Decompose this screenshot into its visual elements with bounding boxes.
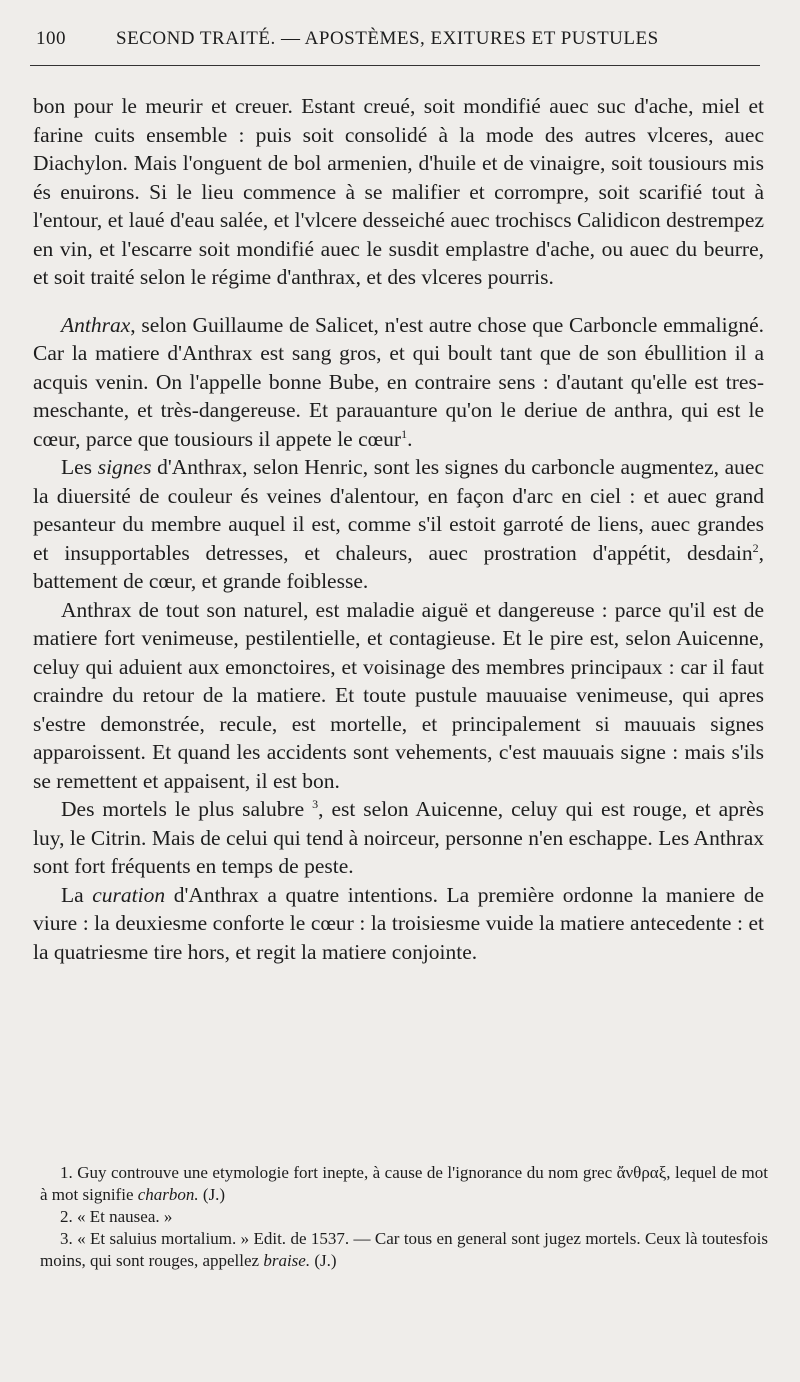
page-number: 100 bbox=[36, 28, 66, 49]
footnotes bbox=[40, 1162, 768, 1272]
header-rule bbox=[30, 65, 760, 66]
term-anthrax: Anthrax bbox=[61, 312, 131, 337]
paragraph-6: La curation d'Anthrax a quatre intentions. La première ordonne la maniere de viure : la deuxiesme conforte le cœur : la troisiesme vuide la matiere antecedente : et la quatriesme tire hors, et regit la matiere conjointe. bbox=[33, 882, 764, 964]
paragraph-2: Anthrax, selon Guillaume de Salicet, n'est autre chose que Carboncle emmaligné. Car la matiere d'Anthrax est sang gros, et qui boult tant que de son ébullition il a acquis venin. On l'appelle bonne Bube, en contraire sens : d'autant qu'elle est tres-meschante, et très-dangereuse. Et parauanture qu'on le deriue de anthra, qui est le cœur, parce que tousiours il appete le cœur$^1$. bbox=[33, 312, 764, 451]
footnote-3: 3. « Et saluius mortalium. » Edit. de 1537. — Car tous en general sont jugez mortels. Ceux là toutesfois moins, qui sont rouges, appellez braise. (J.) bbox=[40, 1229, 768, 1270]
footnote-ref-2: 2 bbox=[752, 540, 759, 555]
footnote-ref-3: 3 bbox=[312, 796, 319, 811]
paragraph-3: Les signes d'Anthrax, selon Henric, sont les signes du carboncle augmentez, auec la diuersité de couleur és veines d'alentour, en façon d'arc en ciel : et auec grand pesanteur du membre auquel il est, comme s'il estoit garroté de liens, auec grandes et insupportables detresses, et chaleurs, auec prostration d'appétit, desdain$^2$, battement de cœur, et grande foiblesse. bbox=[33, 455, 765, 593]
page-header bbox=[36, 28, 760, 60]
footnote-1: 1. Guy controuve une etymologie fort inepte, à cause de l'ignorance du nom grec ἄνθραξ, lequel de mot à mot signifie charbon. (J.) bbox=[40, 1163, 768, 1204]
paragraph-4: Anthrax de tout son naturel, est maladie aiguë et dangereuse : parce qu'il est de matiere fort venimeuse, pestilentielle, et contagieuse. Et le pire est, selon Auicenne, celuy qui aduient aux emonctoires, et voisinage des membres principaux : car il faut craindre du retour de la matiere. Et toute pustule mauuaise venimeuse, qui apres s'estre demonstrée, recule, est mortelle, et principalement si mauuais signes apparoissent. Et quand les accidents sont vehements, c'est mauuais signe : mais s'ils se remettent et appaisent, il est bon. bbox=[33, 597, 764, 793]
term-curation: curation bbox=[92, 882, 166, 907]
paragraph-5: Des mortels le plus salubre $^3$, est selon Auicenne, celuy qui est rouge, et après luy, le Citrin. Mais de celui qui tend à noirceur, personne n'en eschappe. Les Anthrax sont fort fréquents en temps de peste. bbox=[33, 796, 764, 878]
main-text bbox=[33, 92, 764, 966]
footnote-ref-1: 1 bbox=[401, 426, 408, 441]
running-title: SECOND TRAITÉ. — APOSTÈMES, EXITURES ET PUSTULES bbox=[116, 28, 659, 49]
paragraph-1: bon pour le meurir et creuer. Estant creué, soit mondifié auec suc d'ache, miel et farine cuits ensemble : puis soit consolidé à la mode des autres vlceres, auec Diachylon. Mais l'onguent de bol armenien, d'huile et de vinaigre, soit tousiours mis és enuirons. Si le lieu commence à se malifier et corrompre, soit scarifié tout à l'entour, et laué d'eau salée, et l'vlcere desseiché auec trochiscs Calidicon destrempez en vin, et l'escarre soit mondifié auec le susdit emplastre d'ache, ou auec du beurre, et soit traité selon le régime d'anthrax, et des vlceres pourris. bbox=[33, 94, 764, 289]
footnote-2: 2. « Et nausea. » bbox=[60, 1207, 173, 1226]
term-signes: signes bbox=[97, 455, 152, 479]
